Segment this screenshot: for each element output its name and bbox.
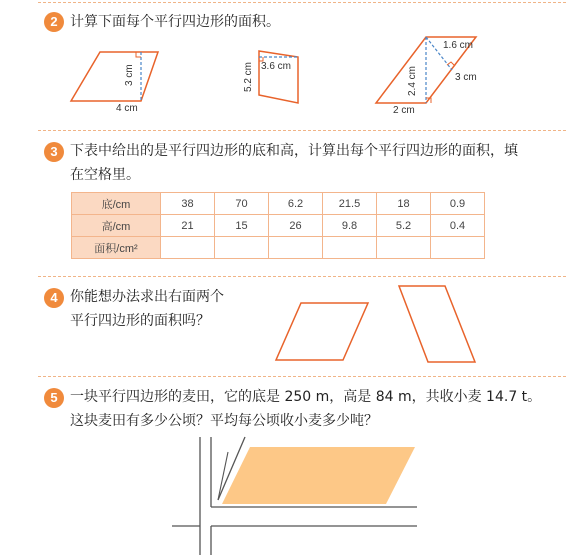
question-5-line1: 一块平行四边形的麦田，它的底是 250 m，高是 84 m，共收小麦 14.7 t。 — [70, 389, 542, 405]
fig2-top-label: 3.6 cm — [261, 61, 292, 72]
question-4-line2: 平行四边形的面积吗？ — [70, 313, 210, 329]
table-cell: 5.2 — [377, 215, 431, 237]
question-number-2: 2 — [44, 12, 64, 32]
parallelogram-1 — [71, 52, 158, 101]
question-2-figures — [0, 0, 584, 130]
separator-q4-q5 — [38, 376, 566, 377]
base-height-table — [71, 192, 485, 259]
fig3-top-label: 1.6 cm — [443, 40, 474, 51]
parallelogram-4b — [399, 286, 475, 362]
table-cell: 9.8 — [323, 215, 377, 237]
table-cell: 38 — [161, 193, 215, 215]
table-cell: 0.9 — [431, 193, 485, 215]
answer-cell[interactable] — [269, 237, 323, 259]
question-5-line2: 这块麦田有多少公顷？平均每公顷收小麦多少吨？ — [70, 413, 378, 429]
table-cell: 70 — [215, 193, 269, 215]
separator-q2-q3 — [38, 130, 566, 131]
table-cell: 21.5 — [323, 193, 377, 215]
table-cell: 0.4 — [431, 215, 485, 237]
table-row — [72, 215, 485, 237]
question-number-5: 5 — [44, 388, 64, 408]
fig3-base-label: 2 cm — [393, 105, 415, 116]
wheat-field — [222, 447, 415, 504]
table-cell: 15 — [215, 215, 269, 237]
parallelogram-2 — [259, 51, 298, 103]
answer-cell[interactable] — [431, 237, 485, 259]
answer-cell[interactable] — [215, 237, 269, 259]
parallelogram-4a — [276, 303, 368, 360]
answer-cell[interactable] — [377, 237, 431, 259]
answer-cell[interactable] — [161, 237, 215, 259]
table-cell: 6.2 — [269, 193, 323, 215]
fig2-side-label: 5.2 cm — [243, 61, 254, 92]
road-line — [218, 437, 245, 500]
table-row — [72, 237, 485, 259]
question-number-4: 4 — [44, 288, 64, 308]
fig1-height-label: 3 cm — [124, 64, 135, 86]
question-2-text: 计算下面每个平行四边形的面积。 — [70, 14, 280, 30]
row-header: 面积/cm² — [72, 237, 161, 259]
question-3-line1: 下表中给出的是平行四边形的底和高，计算出每个平行四边形的面积，填 — [70, 143, 518, 159]
table-cell: 26 — [269, 215, 323, 237]
separator-q3-q4 — [38, 276, 566, 277]
row-header: 高/cm — [72, 215, 161, 237]
answer-cell[interactable] — [323, 237, 377, 259]
table-cell: 21 — [161, 215, 215, 237]
table-cell: 18 — [377, 193, 431, 215]
question-number-3: 3 — [44, 142, 64, 162]
fig3-height-label: 2.4 cm — [407, 65, 418, 96]
fig3-side-label: 3 cm — [455, 72, 477, 83]
question-3-line2: 在空格里。 — [70, 167, 140, 183]
row-header: 底/cm — [72, 193, 161, 215]
question-4-line1: 你能想办法求出右面两个 — [70, 289, 224, 305]
road-line — [218, 452, 228, 500]
table-row — [72, 193, 485, 215]
fig1-side-label: 4 cm — [116, 103, 138, 114]
